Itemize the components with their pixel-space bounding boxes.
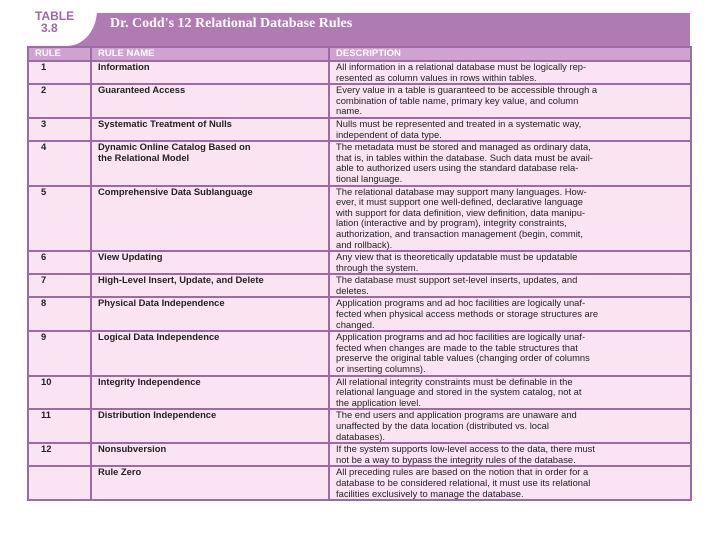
table-row: [28, 118, 691, 141]
rule-name: Systematic Treatment of Nulls: [91, 118, 329, 141]
table-row: [28, 141, 691, 185]
rule-description: Every value in a table is guaranteed to be accessible through a combination of table name, primary key value, and column name.: [329, 84, 691, 118]
rule-number: 3: [28, 118, 91, 141]
table-row: [28, 376, 691, 410]
codd-rules-table: [27, 46, 692, 501]
rule-name: Comprehensive Data Sublanguage: [91, 186, 329, 252]
rule-description: Application programs and ad hoc facilities are logically unaf- fected when changes are made to the table structures that preserve the original table values (changing order of columns or inserting columns).: [329, 331, 691, 375]
table-row: [28, 466, 691, 500]
rule-number: 6: [28, 251, 91, 274]
table-label-word: TABLE: [35, 9, 75, 23]
rule-number: 5: [28, 186, 91, 252]
rule-number: 2: [28, 84, 91, 118]
rule-number: 12: [28, 443, 91, 466]
rule-name: Guaranteed Access: [91, 84, 329, 118]
rule-name: View Updating: [91, 251, 329, 274]
rule-description: All relational integrity constraints must be definable in the relational language and stored in the system catalog, not at the application level.: [329, 376, 691, 410]
rule-number: [28, 466, 91, 500]
rule-name: Distribution Independence: [91, 409, 329, 443]
rule-number: 7: [28, 274, 91, 297]
rule-number: 11: [28, 409, 91, 443]
col-header-rule: RULE: [28, 47, 91, 61]
rule-name: Logical Data Independence: [91, 331, 329, 375]
rule-description: All preceding rules are based on the notion that in order for a database to be considered relational, it must use its relational facilities exclusively to manage the database.: [329, 466, 691, 500]
table-row: [28, 331, 691, 375]
rule-name: Dynamic Online Catalog Based on the Relational Model: [91, 141, 329, 185]
rule-name: Information: [91, 61, 329, 84]
rule-number: 10: [28, 376, 91, 410]
rule-number: 1: [28, 61, 91, 84]
table-row: [28, 443, 691, 466]
rule-name: Rule Zero: [91, 466, 329, 500]
table-title: Dr. Codd's 12 Relational Database Rules: [110, 16, 353, 31]
col-header-rule-name: RULE NAME: [91, 47, 329, 61]
rule-name: Physical Data Independence: [91, 297, 329, 331]
table-row: [28, 409, 691, 443]
rule-description: Any view that is theoretically updatable must be updatable through the system.: [329, 251, 691, 274]
rule-name: Integrity Independence: [91, 376, 329, 410]
rule-name: High-Level Insert, Update, and Delete: [91, 274, 329, 297]
table-row: [28, 186, 691, 252]
rule-number: 4: [28, 141, 91, 185]
rule-description: Nulls must be represented and treated in a systematic way, independent of data type.: [329, 118, 691, 141]
rule-description: The end users and application programs are unaware and unaffected by the data location (distributed vs. local databases).: [329, 409, 691, 443]
rule-description: All information in a relational database must be logically rep- resented as column values in rows within tables.: [329, 61, 691, 84]
rule-description: The metadata must be stored and managed as ordinary data, that is, in tables within the database. Such data must be avail- able to authorized users using the standard database rela- tional language.: [329, 141, 691, 185]
rule-description: The database must support set-level inserts, updates, and deletes.: [329, 274, 691, 297]
rule-description: Application programs and ad hoc facilities are logically unaf- fected when physical access methods or storage structures are changed.: [329, 297, 691, 331]
table-row: [28, 297, 691, 331]
table-row: [28, 274, 691, 297]
rule-number: 8: [28, 297, 91, 331]
table-row: [28, 84, 691, 118]
table-label-number: 3.8: [41, 21, 58, 35]
table-row: [28, 61, 691, 84]
table-row: [28, 251, 691, 274]
rule-name: Nonsubversion: [91, 443, 329, 466]
rule-number: 9: [28, 331, 91, 375]
rule-description: The relational database may support many languages. How- ever, it must support one well-defined, declarative language with support for data definition, view definition, data manipu- lation (interactive and by program), integrity constraints, authorization, and transaction management (begin, commit, and rollback).: [329, 186, 691, 252]
col-header-description: DESCRIPTION: [329, 47, 691, 61]
rule-description: If the system supports low-level access to the data, there must not be a way to bypass the integrity rules of the database.: [329, 443, 691, 466]
table-body: [28, 61, 691, 500]
header-row: [28, 47, 691, 61]
